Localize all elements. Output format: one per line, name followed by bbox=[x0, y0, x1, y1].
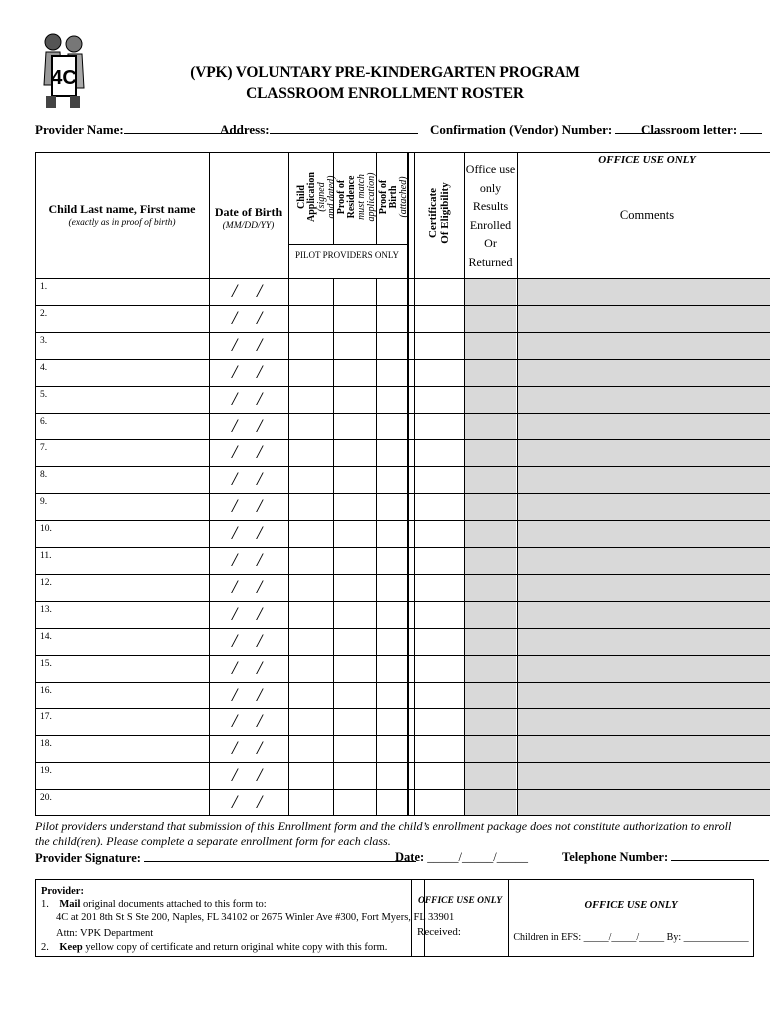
child-name-cell[interactable] bbox=[36, 762, 208, 788]
child-name-cell[interactable] bbox=[36, 547, 208, 573]
dob-slash: / bbox=[232, 684, 238, 706]
dob-slash: / bbox=[257, 307, 263, 329]
dob-slash: / bbox=[257, 550, 263, 571]
dob-slash: / bbox=[257, 603, 263, 625]
4c-logo bbox=[38, 30, 90, 112]
row-number: 12. bbox=[40, 577, 52, 588]
row-number: 7. bbox=[40, 443, 48, 454]
dob-slash: / bbox=[257, 442, 263, 464]
office-use-only-label-2: OFFICE USE ONLY bbox=[584, 900, 678, 911]
page-subtitle: CLASSROOM ENROLLMENT ROSTER bbox=[246, 85, 524, 102]
office-use-only-header: OFFICE USE ONLY bbox=[598, 154, 696, 166]
dob-slash: / bbox=[232, 630, 238, 652]
dob-slash: / bbox=[232, 523, 238, 545]
child-name-cell[interactable] bbox=[36, 332, 208, 358]
received-label: Received: bbox=[417, 926, 461, 938]
dob-slash: / bbox=[232, 603, 238, 625]
row-number: 11. bbox=[40, 551, 52, 561]
telephone-label: Telephone Number: bbox=[562, 850, 669, 864]
child-name-cell[interactable] bbox=[36, 682, 208, 708]
dob-slash: / bbox=[257, 792, 263, 814]
attention-line: Attn: VPK Department bbox=[56, 928, 154, 939]
dob-slash: / bbox=[232, 711, 238, 733]
child-name-cell[interactable] bbox=[36, 655, 208, 681]
row-number: 15. bbox=[40, 658, 52, 669]
child-name-cell[interactable] bbox=[36, 278, 208, 304]
row-number: 5. bbox=[40, 389, 48, 400]
instruction-2: 2. Keep yellow copy of certificate and return original white copy with this form. bbox=[41, 942, 388, 953]
logo-text: 4C bbox=[51, 67, 77, 89]
child-name-cell[interactable] bbox=[36, 413, 208, 439]
dob-slash: / bbox=[257, 576, 263, 598]
telephone-field[interactable] bbox=[562, 850, 769, 865]
dob-slash: / bbox=[232, 792, 238, 814]
enrollment-roster-table bbox=[35, 152, 770, 816]
dob-slash: / bbox=[232, 765, 238, 787]
row-number: 6. bbox=[40, 416, 48, 427]
pilot-note: Pilot providers understand that submission of this Enrollment form and the child’s enrollment package does not constitute authorization to enroll the child(ren). Please complete a separate enrollment form for each class. bbox=[35, 819, 732, 848]
child-name-cell[interactable] bbox=[36, 574, 208, 600]
dob-slash: / bbox=[232, 738, 238, 760]
address-field[interactable] bbox=[220, 122, 418, 138]
dob-slash: / bbox=[232, 307, 238, 329]
provider-signature-field[interactable] bbox=[35, 850, 416, 866]
row-number: 1. bbox=[40, 282, 48, 292]
child-name-cell[interactable] bbox=[36, 466, 208, 492]
date-label: Date: bbox=[395, 850, 425, 864]
signature-date-field[interactable] bbox=[395, 850, 528, 865]
child-name-cell[interactable] bbox=[36, 520, 208, 546]
dob-slash: / bbox=[257, 281, 263, 302]
pilot-providers-label: PILOT PROVIDERS ONLY bbox=[295, 250, 399, 260]
confirmation-number-field[interactable] bbox=[430, 122, 661, 138]
dob-header: Date of Birth bbox=[214, 205, 283, 219]
dob-slash: / bbox=[232, 281, 238, 302]
provider-instructions-label: Provider: bbox=[41, 886, 84, 897]
proof-of-birth-header: Proof of Birth (attached) bbox=[378, 176, 409, 218]
child-name-cell[interactable] bbox=[36, 789, 208, 815]
dob-slash: / bbox=[257, 657, 263, 679]
dob-slash: / bbox=[232, 496, 238, 518]
mailing-address: 4C at 201 8th St S Ste 200, Naples, FL 34102 or 2675 Winler Ave #300, Fort Myers, FL 33901 bbox=[56, 912, 455, 923]
child-application-header: Child Application (signed and dated) bbox=[296, 172, 337, 223]
dob-slash: / bbox=[257, 334, 263, 356]
office-use-results-header: Office use only Results Enrolled Or Returned bbox=[465, 162, 516, 269]
dob-slash: / bbox=[257, 738, 263, 760]
child-name-cell[interactable] bbox=[36, 386, 208, 412]
row-number: 10. bbox=[40, 524, 52, 535]
dob-slash: / bbox=[257, 630, 263, 652]
office-use-only-label-1: OFFICE USE ONLY bbox=[417, 896, 503, 906]
classroom-letter-label: Classroom letter: bbox=[641, 122, 738, 137]
dob-slash: / bbox=[232, 576, 238, 598]
comments-header: Comments bbox=[619, 208, 675, 222]
page-title: (VPK) VOLUNTARY PRE-KINDERGARTEN PROGRAM bbox=[190, 64, 580, 81]
dob-slash: / bbox=[257, 684, 263, 706]
dob-slash: / bbox=[257, 415, 263, 437]
office-efs-box bbox=[508, 879, 754, 957]
child-name-cell[interactable] bbox=[36, 628, 208, 654]
row-number: 9. bbox=[40, 497, 48, 508]
child-name-cell[interactable] bbox=[36, 359, 208, 385]
dob-slash: / bbox=[232, 657, 238, 679]
row-number: 13. bbox=[40, 604, 52, 615]
address-label: Address: bbox=[220, 122, 270, 137]
child-name-cell[interactable] bbox=[36, 439, 208, 465]
dob-slash: / bbox=[257, 523, 263, 545]
instruction-1: 1. Mail original documents attached to this form to: bbox=[41, 899, 267, 910]
child-name-cell[interactable] bbox=[36, 708, 208, 734]
child-name-header: Child Last name, First name bbox=[48, 202, 196, 216]
dob-slash: / bbox=[232, 388, 238, 410]
row-number: 4. bbox=[40, 362, 48, 373]
dob-slash: / bbox=[232, 469, 238, 491]
row-number: 8. bbox=[40, 470, 48, 481]
row-number: 18. bbox=[40, 739, 52, 750]
row-number: 2. bbox=[40, 308, 48, 319]
dob-slash: / bbox=[257, 361, 263, 383]
classroom-letter-field[interactable] bbox=[641, 122, 762, 138]
row-number: 14. bbox=[40, 631, 52, 642]
child-name-cell[interactable] bbox=[36, 305, 208, 331]
proof-of-residence-header: Proof of Residence must match application) bbox=[336, 172, 377, 222]
dob-slash: / bbox=[257, 711, 263, 733]
office-received-box bbox=[411, 879, 509, 957]
dob-slash: / bbox=[257, 496, 263, 518]
dob-subheader: (MM/DD/YY) bbox=[222, 221, 275, 231]
dob-slash: / bbox=[257, 388, 263, 410]
dob-slash: / bbox=[257, 765, 263, 787]
signature-label: Provider Signature: bbox=[35, 851, 141, 865]
provider-name-field[interactable] bbox=[35, 122, 244, 138]
certificate-of-eligibility-header: Certificate Of Eligibility bbox=[427, 182, 451, 244]
row-number: 16. bbox=[40, 685, 52, 696]
dob-slash: / bbox=[232, 415, 238, 437]
dob-slash: / bbox=[257, 469, 263, 491]
children-in-efs-line: Children in EFS: _____/_____/_____ By: _____________ bbox=[513, 932, 749, 943]
child-name-cell[interactable] bbox=[36, 493, 208, 519]
dob-slash: / bbox=[232, 550, 238, 571]
child-name-cell[interactable] bbox=[36, 601, 208, 627]
confirmation-label: Confirmation (Vendor) Number: bbox=[430, 122, 613, 137]
provider-name-label: Provider Name: bbox=[35, 122, 124, 137]
child-name-cell[interactable] bbox=[36, 735, 208, 761]
row-number: 20. bbox=[40, 793, 52, 804]
row-number: 17. bbox=[40, 712, 52, 723]
dob-slash: / bbox=[232, 442, 238, 464]
child-name-subheader: (exactly as in proof of birth) bbox=[68, 218, 176, 228]
dob-slash: / bbox=[232, 361, 238, 383]
dob-slash: / bbox=[232, 334, 238, 356]
date-blank: _____/_____/_____ bbox=[427, 850, 528, 864]
row-number: 3. bbox=[40, 335, 48, 346]
row-number: 19. bbox=[40, 766, 52, 777]
